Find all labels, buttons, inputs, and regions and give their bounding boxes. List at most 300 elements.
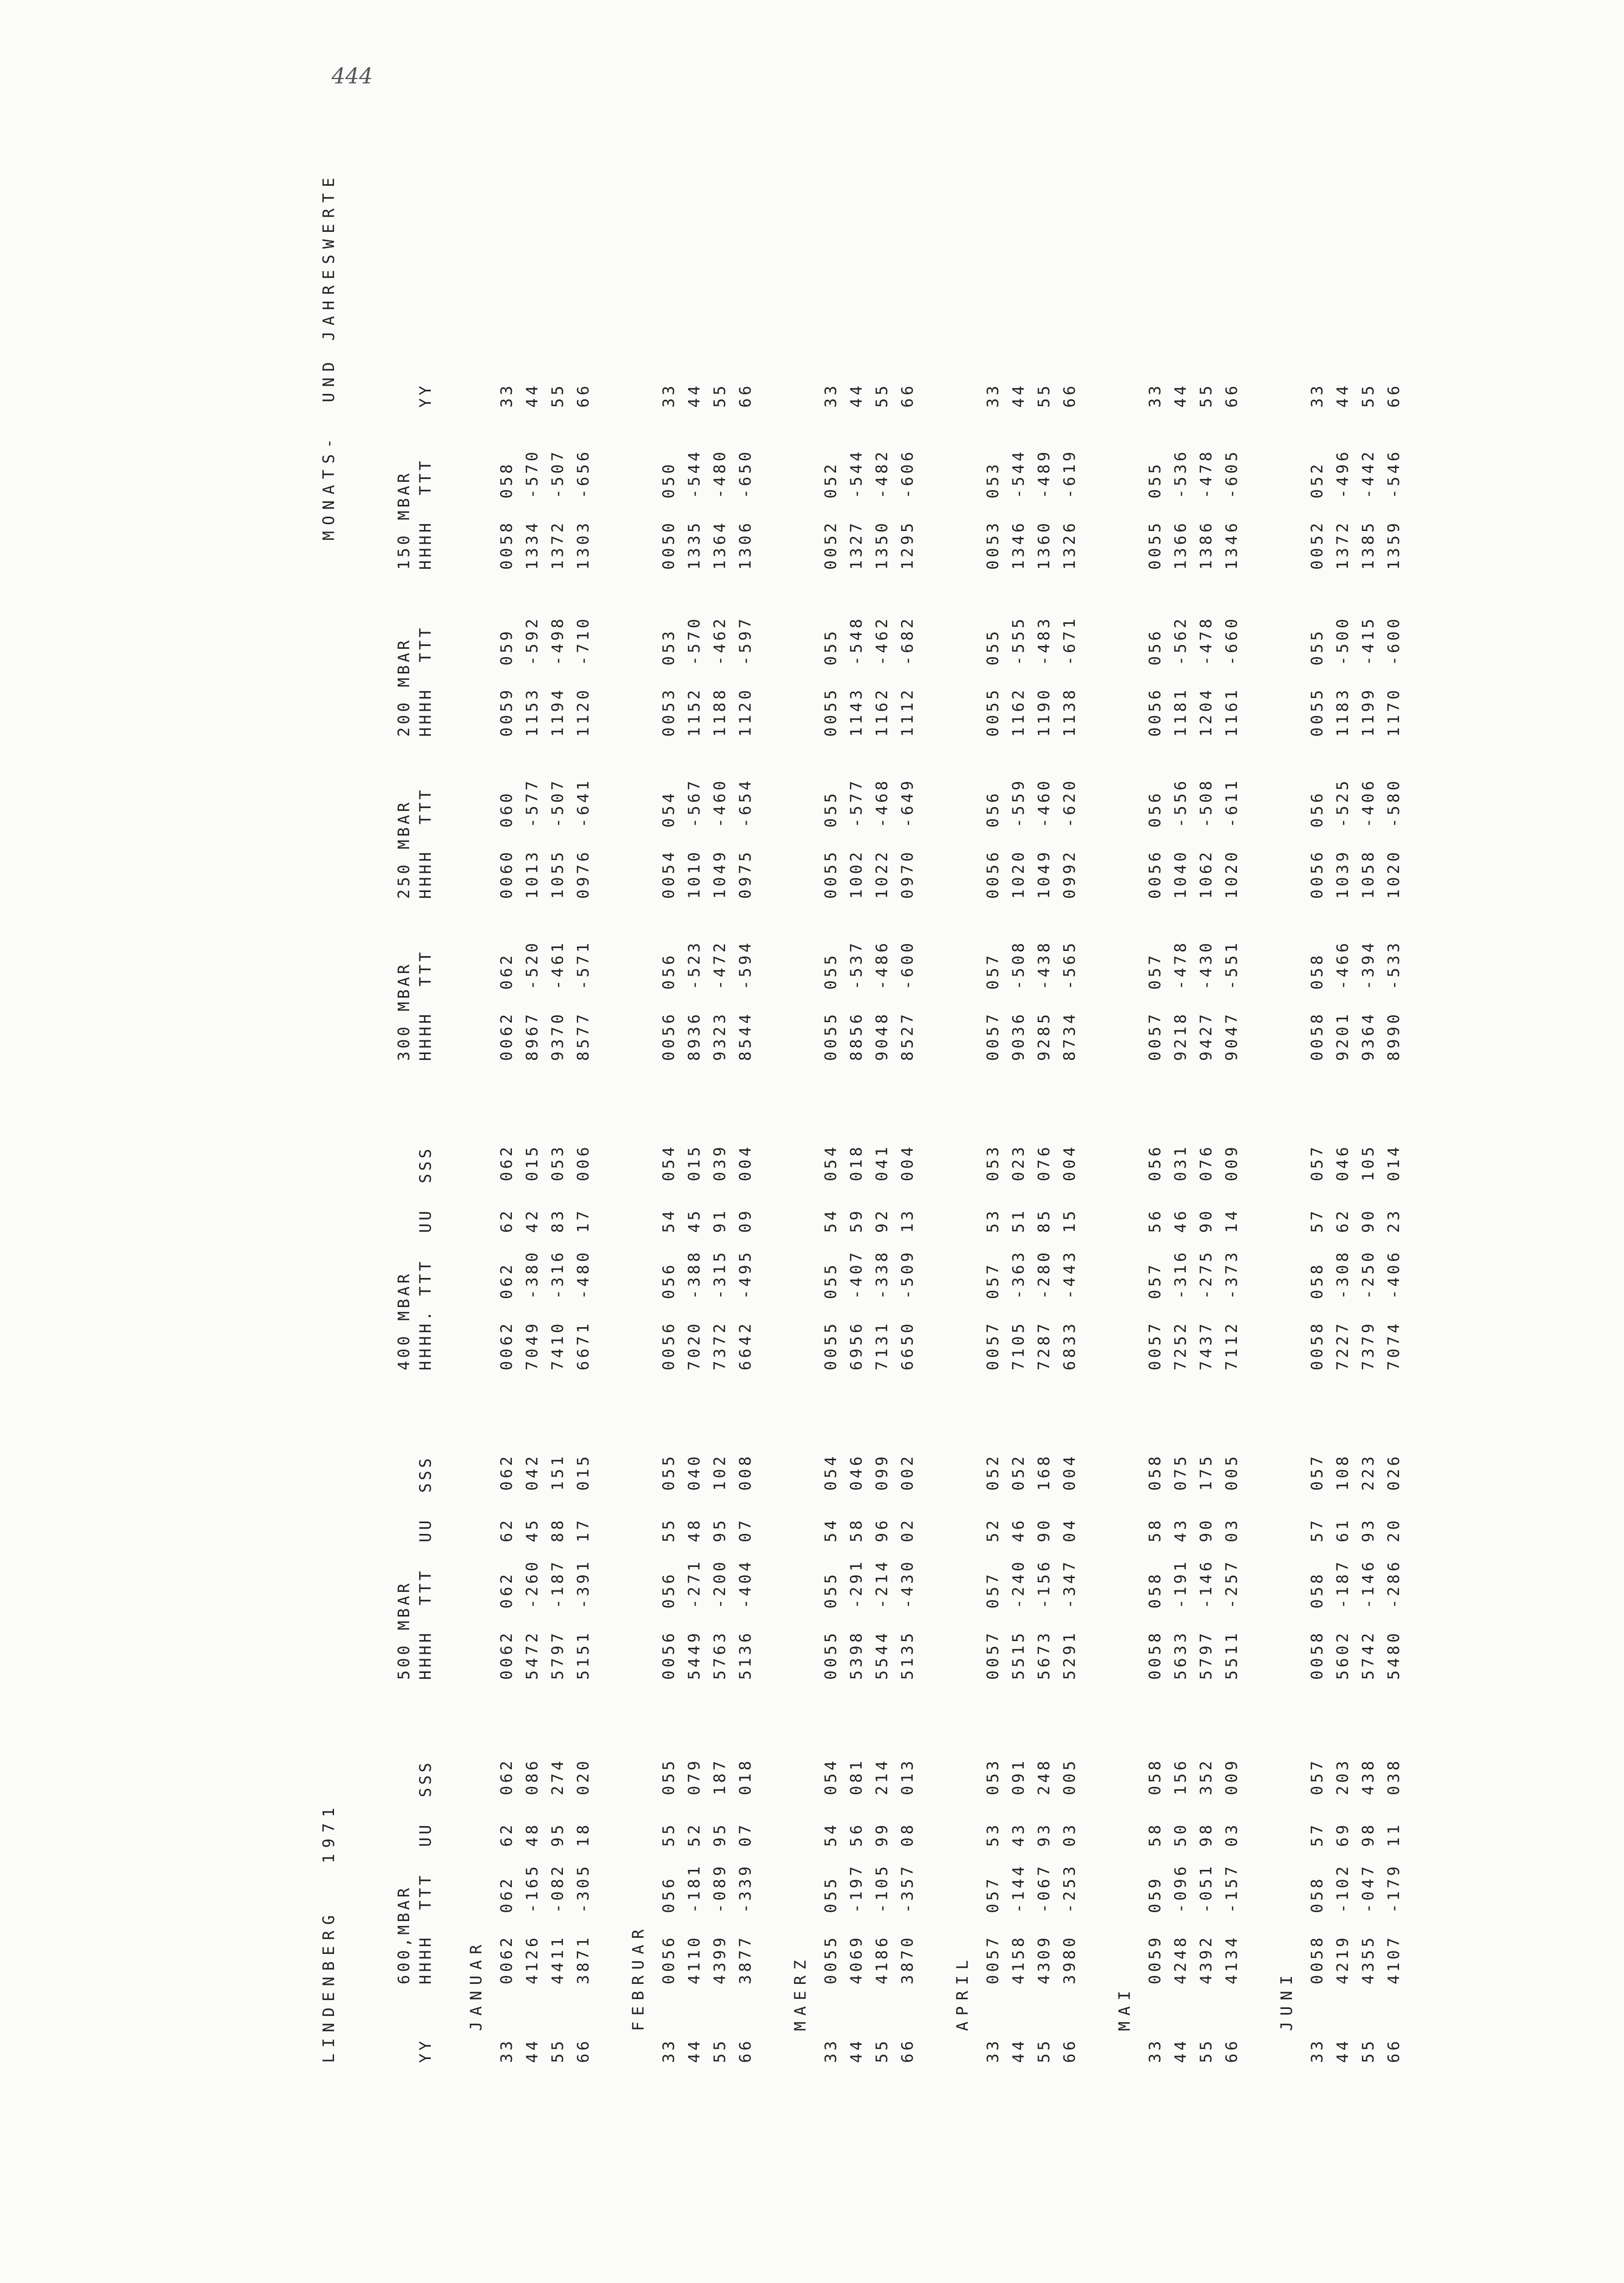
- cell-p200-hhhh: 1162: [1009, 687, 1028, 737]
- cell-yy: 44: [1171, 2038, 1190, 2063]
- cell-p500-ttt: -260: [523, 1559, 541, 1609]
- cell-p400-ttt: -380: [523, 1249, 541, 1299]
- cell-p500-uu: 88: [548, 1517, 567, 1542]
- table-row: [872, 172, 894, 2063]
- cell-p300-ttt: -466: [1333, 940, 1352, 990]
- cell-p200-hhhh: 1199: [1359, 687, 1377, 737]
- cell-p200-hhhh: 1204: [1197, 687, 1215, 737]
- cell-p200-hhhh: 1183: [1333, 687, 1352, 737]
- cell-yy: 44: [1333, 2038, 1352, 2063]
- cell-p500-ttt: -271: [685, 1559, 703, 1609]
- cell-p500-ttt: -391: [574, 1559, 592, 1609]
- cell-p200-hhhh: 1181: [1171, 687, 1190, 737]
- cell-p400-ttt: 062: [497, 1262, 516, 1299]
- cell-p300-hhhh: 8734: [1060, 1011, 1079, 1061]
- cell-p500-hhhh: 5602: [1333, 1630, 1352, 1680]
- cell-p250-hhhh: 1002: [847, 849, 866, 899]
- cell-p400-ttt: -480: [574, 1249, 592, 1299]
- cell-p300-hhhh: 9323: [710, 1011, 729, 1061]
- cell-p300-ttt: -508: [1009, 940, 1028, 990]
- cell-p400-uu: 90: [1359, 1208, 1377, 1233]
- cell-p200-ttt: -671: [1060, 615, 1079, 666]
- table-row: [821, 172, 843, 2063]
- cell-p600-hhhh: 4134: [1222, 1934, 1241, 1984]
- table-row: [523, 172, 544, 2063]
- cell-p400-uu: 59: [847, 1208, 866, 1233]
- month-label: JANUAR: [467, 1939, 485, 2031]
- cell-yy: 33: [1308, 2038, 1326, 2063]
- page-number: 444: [332, 64, 373, 89]
- cell-p400-uu: 45: [685, 1208, 703, 1233]
- cell-p300-ttt: -461: [548, 940, 567, 990]
- cell-p300-hhhh: 0057: [1146, 1011, 1164, 1061]
- cell-p600-ttt: -181: [685, 1863, 703, 1913]
- cell-p200-hhhh: 0055: [821, 687, 840, 737]
- cell-p400-sss: 053: [983, 1144, 1002, 1181]
- table-row: [898, 172, 920, 2063]
- column-header-level: [393, 1760, 415, 1847]
- cell-p150-hhhh: 0052: [1308, 520, 1326, 570]
- month-label: MAERZ: [791, 1954, 810, 2031]
- cell-yy: 33: [821, 2038, 840, 2063]
- cell-p300-hhhh: 0058: [1308, 1011, 1326, 1061]
- cell-p150-hhhh: 1359: [1384, 520, 1403, 570]
- cell-p200-ttt: -555: [1009, 615, 1028, 666]
- cell-p600-sss: 057: [1308, 1758, 1326, 1795]
- cell-p400-uu: 85: [1035, 1208, 1053, 1233]
- column-header-fields: YY: [416, 2038, 435, 2063]
- column-header: [393, 1568, 436, 1680]
- cell-p400-hhhh: 7227: [1333, 1320, 1352, 1370]
- month-label: APRIL: [953, 1954, 972, 2031]
- cell-p600-hhhh: 0055: [821, 1934, 840, 1984]
- cell-p500-ttt: -257: [1222, 1559, 1241, 1609]
- cell-p150-hhhh: 1350: [872, 520, 891, 570]
- cell-p300-hhhh: 8936: [685, 1011, 703, 1061]
- cell-p500-ttt: -191: [1171, 1559, 1190, 1609]
- cell-p150-hhhh: 0053: [983, 520, 1002, 570]
- cell-p500-hhhh: 5480: [1384, 1630, 1403, 1680]
- cell-p200-hhhh: 1120: [736, 687, 755, 737]
- cell-yy: 33: [659, 2038, 678, 2063]
- cell-p400-ttt: -495: [736, 1249, 755, 1299]
- cell-p500-uu: 52: [983, 1517, 1002, 1542]
- table-row: [983, 172, 1005, 2063]
- cell-p300-ttt: -533: [1384, 940, 1403, 990]
- cell-p600-sss: 214: [872, 1758, 891, 1795]
- cell-p400-hhhh: 7074: [1384, 1320, 1403, 1370]
- cell-p600-ttt: 058: [1308, 1876, 1326, 1913]
- cell-p600-sss: 013: [898, 1758, 917, 1795]
- cell-p250-ttt: 060: [497, 790, 516, 828]
- cell-p400-ttt: -308: [1333, 1249, 1352, 1299]
- cell-p600-hhhh: 4069: [847, 1934, 866, 1984]
- cell-p150-hhhh: 1385: [1359, 520, 1377, 570]
- cell-yy-right: 55: [872, 383, 891, 408]
- cell-p600-ttt: -253: [1060, 1863, 1079, 1913]
- cell-p500-uu: 58: [1146, 1517, 1164, 1542]
- cell-p400-uu: 09: [736, 1208, 755, 1233]
- cell-p500-hhhh: 5763: [710, 1630, 729, 1680]
- cell-p600-sss: 091: [1009, 1758, 1028, 1795]
- cell-p500-hhhh: 5797: [548, 1630, 567, 1680]
- cell-p200-ttt: -570: [685, 615, 703, 666]
- cell-yy-right: 33: [1308, 383, 1326, 408]
- cell-p500-sss: 052: [983, 1453, 1002, 1491]
- column-header-level: 300 MBAR: [394, 961, 413, 1061]
- column-header-fields: HHHH. TTT: [416, 1258, 435, 1370]
- column-header-level: 250 MBAR: [394, 799, 413, 899]
- cell-p250-ttt: -508: [1197, 778, 1215, 828]
- cell-p300-ttt: -565: [1060, 940, 1079, 990]
- cell-p500-sss: 042: [523, 1453, 541, 1491]
- cell-p200-hhhh: 0055: [1308, 687, 1326, 737]
- cell-p150-hhhh: 0052: [821, 520, 840, 570]
- cell-p250-ttt: 055: [821, 790, 840, 828]
- cell-p600-uu: 43: [1009, 1822, 1028, 1847]
- cell-p400-hhhh: 7372: [710, 1320, 729, 1370]
- cell-p500-sss: 057: [1308, 1453, 1326, 1491]
- table-row: [1060, 172, 1082, 2063]
- cell-p150-hhhh: 1364: [710, 520, 729, 570]
- cell-p250-ttt: 054: [659, 790, 678, 828]
- cell-p150-hhhh: 1327: [847, 520, 866, 570]
- cell-p150-hhhh: 1295: [898, 520, 917, 570]
- column-header: [393, 2038, 436, 2063]
- column-header: [393, 1146, 436, 1233]
- cell-yy-right: 55: [548, 383, 567, 408]
- table-row: [685, 172, 706, 2063]
- cell-p500-sss: 151: [548, 1453, 567, 1491]
- cell-p600-uu: 98: [1197, 1822, 1215, 1847]
- cell-p600-hhhh: 0058: [1308, 1934, 1326, 1984]
- cell-p500-sss: 223: [1359, 1453, 1377, 1491]
- cell-p600-uu: 03: [1060, 1822, 1079, 1847]
- cell-p400-sss: 031: [1171, 1144, 1190, 1181]
- cell-p400-uu: 54: [821, 1208, 840, 1233]
- table-row: [497, 172, 519, 2063]
- cell-p200-hhhh: 1112: [898, 687, 917, 737]
- cell-p300-hhhh: 9201: [1333, 1011, 1352, 1061]
- column-header-fields: HHHH TTT: [416, 949, 435, 1061]
- cell-p200-ttt: -600: [1384, 615, 1403, 666]
- cell-p150-hhhh: 1346: [1222, 520, 1241, 570]
- cell-p200-ttt: -483: [1035, 615, 1053, 666]
- column-header: [393, 625, 436, 737]
- cell-p250-hhhh: 1020: [1384, 849, 1403, 899]
- cell-p200-ttt: -682: [898, 615, 917, 666]
- cell-p500-hhhh: 0057: [983, 1630, 1002, 1680]
- cell-p150-ttt: -496: [1333, 448, 1352, 499]
- cell-p500-uu: 46: [1009, 1517, 1028, 1542]
- cell-p600-hhhh: 4309: [1035, 1934, 1053, 1984]
- station-year-title: LINDENBERG 1971: [319, 1802, 338, 2063]
- column-header-level: 200 MBAR: [394, 637, 413, 737]
- cell-yy-right: 66: [1060, 383, 1079, 408]
- cell-p500-hhhh: 5151: [574, 1630, 592, 1680]
- cell-p600-hhhh: 4411: [548, 1934, 567, 1984]
- table-row: [1359, 172, 1380, 2063]
- column-header: [393, 1455, 436, 1542]
- cell-p250-hhhh: 1039: [1333, 849, 1352, 899]
- cell-p250-hhhh: 1022: [872, 849, 891, 899]
- cell-p150-ttt: -489: [1035, 448, 1053, 499]
- cell-p500-hhhh: 5673: [1035, 1630, 1053, 1680]
- cell-p200-hhhh: 1152: [685, 687, 703, 737]
- cell-p600-ttt: -102: [1333, 1863, 1352, 1913]
- cell-p150-ttt: -546: [1384, 448, 1403, 499]
- cell-p500-ttt: 062: [497, 1571, 516, 1609]
- cell-p400-uu: 53: [983, 1208, 1002, 1233]
- cell-yy-right: 33: [659, 383, 678, 408]
- cell-p600-hhhh: 3871: [574, 1934, 592, 1984]
- table-row: [847, 172, 868, 2063]
- cell-p600-sss: 274: [548, 1758, 567, 1795]
- cell-p150-hhhh: 1346: [1009, 520, 1028, 570]
- cell-p200-hhhh: 1153: [523, 687, 541, 737]
- cell-p250-ttt: 056: [983, 790, 1002, 828]
- cell-p600-hhhh: 4399: [710, 1934, 729, 1984]
- column-header-level: [393, 383, 415, 408]
- cell-p300-ttt: -551: [1222, 940, 1241, 990]
- cell-p600-sss: 086: [523, 1758, 541, 1795]
- cell-p250-ttt: -641: [574, 778, 592, 828]
- cell-p250-hhhh: 1055: [548, 849, 567, 899]
- cell-p500-hhhh: 5544: [872, 1630, 891, 1680]
- cell-p400-ttt: 056: [659, 1262, 678, 1299]
- cell-p600-uu: 11: [1384, 1822, 1403, 1847]
- cell-p600-ttt: -157: [1222, 1863, 1241, 1913]
- cell-p600-sss: 005: [1060, 1758, 1079, 1795]
- cell-p400-hhhh: 0062: [497, 1320, 516, 1370]
- cell-p400-hhhh: 0057: [1146, 1320, 1164, 1370]
- cell-p300-ttt: -438: [1035, 940, 1053, 990]
- cell-p400-hhhh: 7049: [523, 1320, 541, 1370]
- cell-p600-sss: 020: [574, 1758, 592, 1795]
- cell-p400-ttt: -363: [1009, 1249, 1028, 1299]
- column-header-level: 500 MBAR: [394, 1580, 413, 1680]
- cell-p200-ttt: -592: [523, 615, 541, 666]
- cell-p400-hhhh: 7252: [1171, 1320, 1190, 1370]
- column-header: [393, 1873, 436, 1984]
- cell-p400-sss: 062: [497, 1144, 516, 1181]
- cell-p250-ttt: -507: [548, 778, 567, 828]
- cell-p400-hhhh: 6956: [847, 1320, 866, 1370]
- cell-p150-ttt: -606: [898, 448, 917, 499]
- cell-p600-sss: 058: [1146, 1758, 1164, 1795]
- cell-p150-ttt: -482: [872, 448, 891, 499]
- cell-p250-ttt: -567: [685, 778, 703, 828]
- cell-p300-hhhh: 0062: [497, 1011, 516, 1061]
- cell-p150-hhhh: 1372: [1333, 520, 1352, 570]
- cell-p150-ttt: -544: [1009, 448, 1028, 499]
- cell-p200-ttt: -478: [1197, 615, 1215, 666]
- cell-p300-hhhh: 8544: [736, 1011, 755, 1061]
- cell-yy: 66: [1384, 2038, 1403, 2063]
- cell-p300-hhhh: 9285: [1035, 1011, 1053, 1061]
- cell-p500-ttt: 058: [1308, 1571, 1326, 1609]
- column-header-level: 150 MBAR: [394, 470, 413, 570]
- cell-p300-hhhh: 8856: [847, 1011, 866, 1061]
- cell-p400-sss: 004: [736, 1144, 755, 1181]
- cell-p400-sss: 023: [1009, 1144, 1028, 1181]
- cell-p600-uu: 93: [1035, 1822, 1053, 1847]
- cell-p500-hhhh: 0056: [659, 1630, 678, 1680]
- cell-p250-ttt: 056: [1308, 790, 1326, 828]
- cell-p250-ttt: -460: [710, 778, 729, 828]
- cell-p400-hhhh: 7410: [548, 1320, 567, 1370]
- cell-p300-hhhh: 0056: [659, 1011, 678, 1061]
- cell-p400-sss: 076: [1035, 1144, 1053, 1181]
- cell-yy: 66: [736, 2038, 755, 2063]
- cell-p200-ttt: -498: [548, 615, 567, 666]
- cell-p400-sss: 046: [1333, 1144, 1352, 1181]
- cell-p400-uu: 56: [1146, 1208, 1164, 1233]
- cell-p600-hhhh: 4110: [685, 1934, 703, 1984]
- cell-p600-sss: 081: [847, 1758, 866, 1795]
- cell-p400-uu: 13: [898, 1208, 917, 1233]
- cell-p600-hhhh: 0059: [1146, 1934, 1164, 1984]
- cell-p500-ttt: -430: [898, 1559, 917, 1609]
- column-header-fields: UU SSS: [416, 1455, 435, 1542]
- column-header: [393, 787, 436, 899]
- cell-p200-hhhh: 1138: [1060, 687, 1079, 737]
- cell-p500-hhhh: 5797: [1197, 1630, 1215, 1680]
- cell-p400-sss: 076: [1197, 1144, 1215, 1181]
- cell-p600-hhhh: 0057: [983, 1934, 1002, 1984]
- cell-p150-ttt: 058: [497, 461, 516, 499]
- cell-p600-sss: 054: [821, 1758, 840, 1795]
- cell-p500-sss: 004: [1060, 1453, 1079, 1491]
- cell-yy-right: 44: [847, 383, 866, 408]
- cell-p200-hhhh: 0053: [659, 687, 678, 737]
- cell-p600-ttt: -096: [1171, 1863, 1190, 1913]
- cell-yy-right: 66: [1384, 383, 1403, 408]
- cell-p500-sss: 046: [847, 1453, 866, 1491]
- cell-p600-uu: 62: [497, 1822, 516, 1847]
- cell-p500-uu: 55: [659, 1517, 678, 1542]
- column-header: [393, 458, 436, 570]
- table-row: [1197, 172, 1218, 2063]
- cell-p250-hhhh: 1040: [1171, 849, 1190, 899]
- cell-p400-uu: 17: [574, 1208, 592, 1233]
- cell-p600-ttt: -357: [898, 1863, 917, 1913]
- cell-p300-ttt: -430: [1197, 940, 1215, 990]
- cell-p150-hhhh: 1326: [1060, 520, 1079, 570]
- cell-p400-ttt: -315: [710, 1249, 729, 1299]
- table-row: [710, 172, 732, 2063]
- cell-p600-ttt: -089: [710, 1863, 729, 1913]
- cell-yy-right: 66: [736, 383, 755, 408]
- cell-yy: 55: [1359, 2038, 1377, 2063]
- cell-p400-hhhh: 7105: [1009, 1320, 1028, 1370]
- cell-p600-sss: 053: [983, 1758, 1002, 1795]
- cell-p300-ttt: -537: [847, 940, 866, 990]
- cell-p500-ttt: -404: [736, 1559, 755, 1609]
- cell-yy: 33: [1146, 2038, 1164, 2063]
- cell-p500-ttt: -291: [847, 1559, 866, 1609]
- cell-yy-right: 33: [1146, 383, 1164, 408]
- cell-p400-uu: 42: [523, 1208, 541, 1233]
- cell-p250-hhhh: 0056: [1146, 849, 1164, 899]
- cell-p600-ttt: -067: [1035, 1863, 1053, 1913]
- cell-p600-uu: 53: [983, 1822, 1002, 1847]
- cell-p400-sss: 053: [548, 1144, 567, 1181]
- cell-p250-ttt: -468: [872, 778, 891, 828]
- cell-p600-sss: 156: [1171, 1758, 1190, 1795]
- cell-p500-sss: 175: [1197, 1453, 1215, 1491]
- cell-p500-sss: 052: [1009, 1453, 1028, 1491]
- cell-p500-uu: 20: [1384, 1517, 1403, 1542]
- cell-p500-uu: 03: [1222, 1517, 1241, 1542]
- cell-yy: 33: [497, 2038, 516, 2063]
- cell-p400-sss: 004: [898, 1144, 917, 1181]
- table-row: [1308, 172, 1329, 2063]
- cell-p400-uu: 14: [1222, 1208, 1241, 1233]
- cell-p250-ttt: -620: [1060, 778, 1079, 828]
- cell-p200-ttt: -660: [1222, 615, 1241, 666]
- cell-p400-hhhh: 0055: [821, 1320, 840, 1370]
- cell-p400-ttt: 058: [1308, 1262, 1326, 1299]
- cell-p500-ttt: -200: [710, 1559, 729, 1609]
- cell-p150-ttt: -478: [1197, 448, 1215, 499]
- cell-p500-hhhh: 0062: [497, 1630, 516, 1680]
- cell-p500-hhhh: 5742: [1359, 1630, 1377, 1680]
- cell-p600-ttt: -197: [847, 1863, 866, 1913]
- cell-p200-ttt: -548: [847, 615, 866, 666]
- cell-p500-hhhh: 5515: [1009, 1630, 1028, 1680]
- cell-yy-right: 33: [821, 383, 840, 408]
- cell-p400-uu: 92: [872, 1208, 891, 1233]
- cell-p400-hhhh: 0058: [1308, 1320, 1326, 1370]
- cell-p600-hhhh: 4126: [523, 1934, 541, 1984]
- cell-p500-ttt: 055: [821, 1571, 840, 1609]
- cell-p600-uu: 52: [685, 1822, 703, 1847]
- cell-p250-hhhh: 1010: [685, 849, 703, 899]
- cell-p400-uu: 51: [1009, 1208, 1028, 1233]
- cell-yy: 44: [1009, 2038, 1028, 2063]
- cell-p400-ttt: -275: [1197, 1249, 1215, 1299]
- cell-p400-uu: 83: [548, 1208, 567, 1233]
- cell-p200-ttt: -710: [574, 615, 592, 666]
- cell-p250-hhhh: 0056: [1308, 849, 1326, 899]
- cell-p500-ttt: -347: [1060, 1559, 1079, 1609]
- cell-p200-hhhh: 1190: [1035, 687, 1053, 737]
- cell-p150-ttt: 050: [659, 461, 678, 499]
- cell-p150-ttt: -605: [1222, 448, 1241, 499]
- cell-p600-sss: 079: [685, 1758, 703, 1795]
- cell-p500-ttt: -214: [872, 1559, 891, 1609]
- cell-p500-ttt: 058: [1146, 1571, 1164, 1609]
- cell-p200-hhhh: 0056: [1146, 687, 1164, 737]
- cell-p500-hhhh: 5511: [1222, 1630, 1241, 1680]
- column-header-fields: HHHH TTT: [416, 1568, 435, 1680]
- cell-yy: 44: [685, 2038, 703, 2063]
- cell-p500-sss: 058: [1146, 1453, 1164, 1491]
- cell-p600-ttt: 059: [1146, 1876, 1164, 1913]
- cell-p400-hhhh: 0056: [659, 1320, 678, 1370]
- cell-p300-ttt: 058: [1308, 952, 1326, 990]
- cell-p150-ttt: -570: [523, 448, 541, 499]
- cell-yy: 55: [1197, 2038, 1215, 2063]
- cell-p400-sss: 015: [685, 1144, 703, 1181]
- cell-p250-hhhh: 0975: [736, 849, 755, 899]
- cell-p300-hhhh: 9364: [1359, 1011, 1377, 1061]
- cell-p300-hhhh: 9047: [1222, 1011, 1241, 1061]
- cell-p600-sss: 187: [710, 1758, 729, 1795]
- cell-p600-sss: 009: [1222, 1758, 1241, 1795]
- cell-p200-hhhh: 1194: [548, 687, 567, 737]
